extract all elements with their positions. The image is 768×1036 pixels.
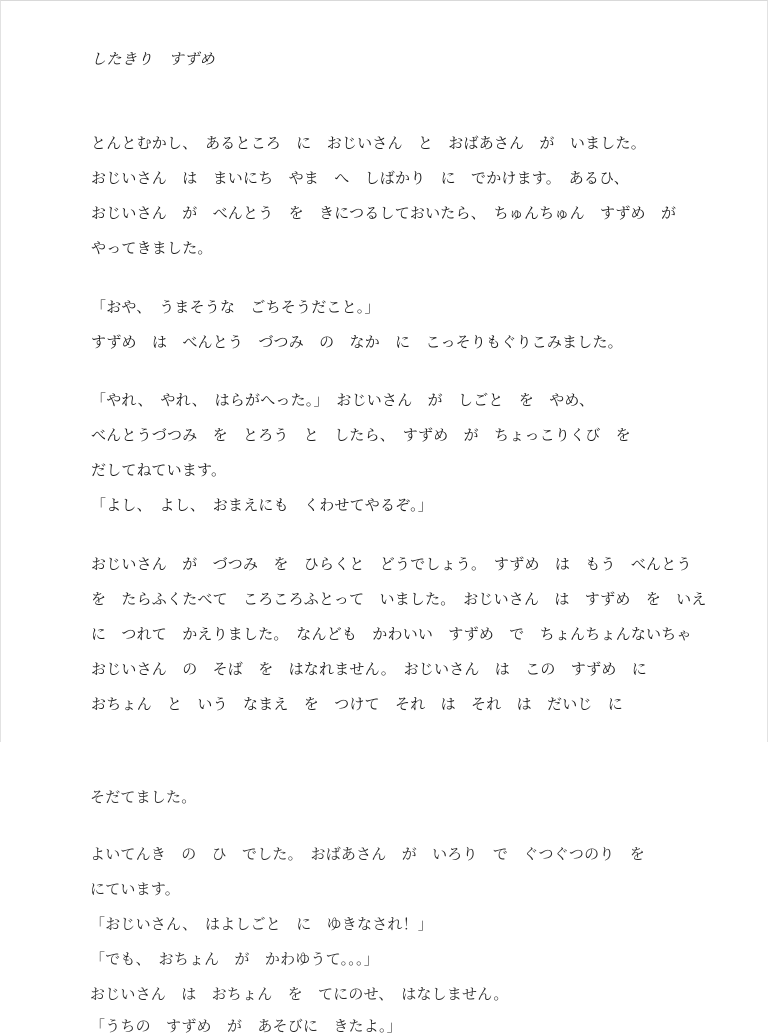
text-line: おじいさん の そば を はなれません。 おじいさん は この すずめ に — [91, 660, 647, 678]
text-line: べんとうづつみ を とろう と したら、 すずめ が ちょっこりくび を — [91, 426, 631, 444]
document-title: したきり すずめ — [91, 50, 216, 68]
text-line: とんとむかし、 あるところ に おじいさん と おばあさん が いました。 — [91, 134, 646, 152]
text-line: 「やれ、 やれ、 はらがへった。」 おじいさん が しごと を やめ、 — [91, 391, 595, 409]
text-line: だしてねています。 — [91, 461, 227, 479]
text-line: 「おじいさん、 はよしごと に ゆきなされ！」 — [90, 915, 434, 933]
text-line: やってきました。 — [91, 239, 213, 257]
text-line: そだてました。 — [90, 788, 197, 806]
text-line: 「でも、 おちょん が かわゆうて。。。」 — [90, 950, 379, 968]
page-gap — [0, 742, 768, 760]
text-line: おちょん と いう なまえ を つけて それ は それ は だいじ に — [91, 695, 624, 713]
text-line: おじいさん が べんとう を きにつるしておいたら、 ちゅんちゅん すずめ が — [91, 204, 677, 222]
text-line: に つれて かえりました。 なんども かわいい すずめ で ちょんちょんないちゃ — [91, 625, 692, 643]
text-line: 「おや、 うまそうな ごちそうだこと。」 — [91, 298, 380, 316]
text-line: よいてんき の ひ でした。 おばあさん が いろり で ぐつぐつのり を — [90, 845, 645, 863]
text-line: おじいさん は おちょん を てにのせ、 はなしません。 — [90, 985, 509, 1003]
text-line: にています。 — [90, 880, 181, 898]
text-line: 「うちの すずめ が あそびに きたよ。」 — [90, 1017, 402, 1035]
text-line: おじいさん は まいにち やま へ しばかり に でかけます。 あるひ、 — [91, 169, 629, 187]
text-line: すずめ は べんとう づつみ の なか に こっそりもぐりこみました。 — [91, 333, 623, 351]
text-line: おじいさん が づつみ を ひらくと どうでしょう。 すずめ は もう べんとう — [91, 555, 692, 573]
text-line: 「よし、 よし、 おまえにも くわせてやるぞ。」 — [91, 496, 434, 514]
document-page-2 — [0, 760, 768, 1035]
text-line: を たらふくたべて ころころふとって いました。 おじいさん は すずめ を いえ — [91, 590, 707, 608]
